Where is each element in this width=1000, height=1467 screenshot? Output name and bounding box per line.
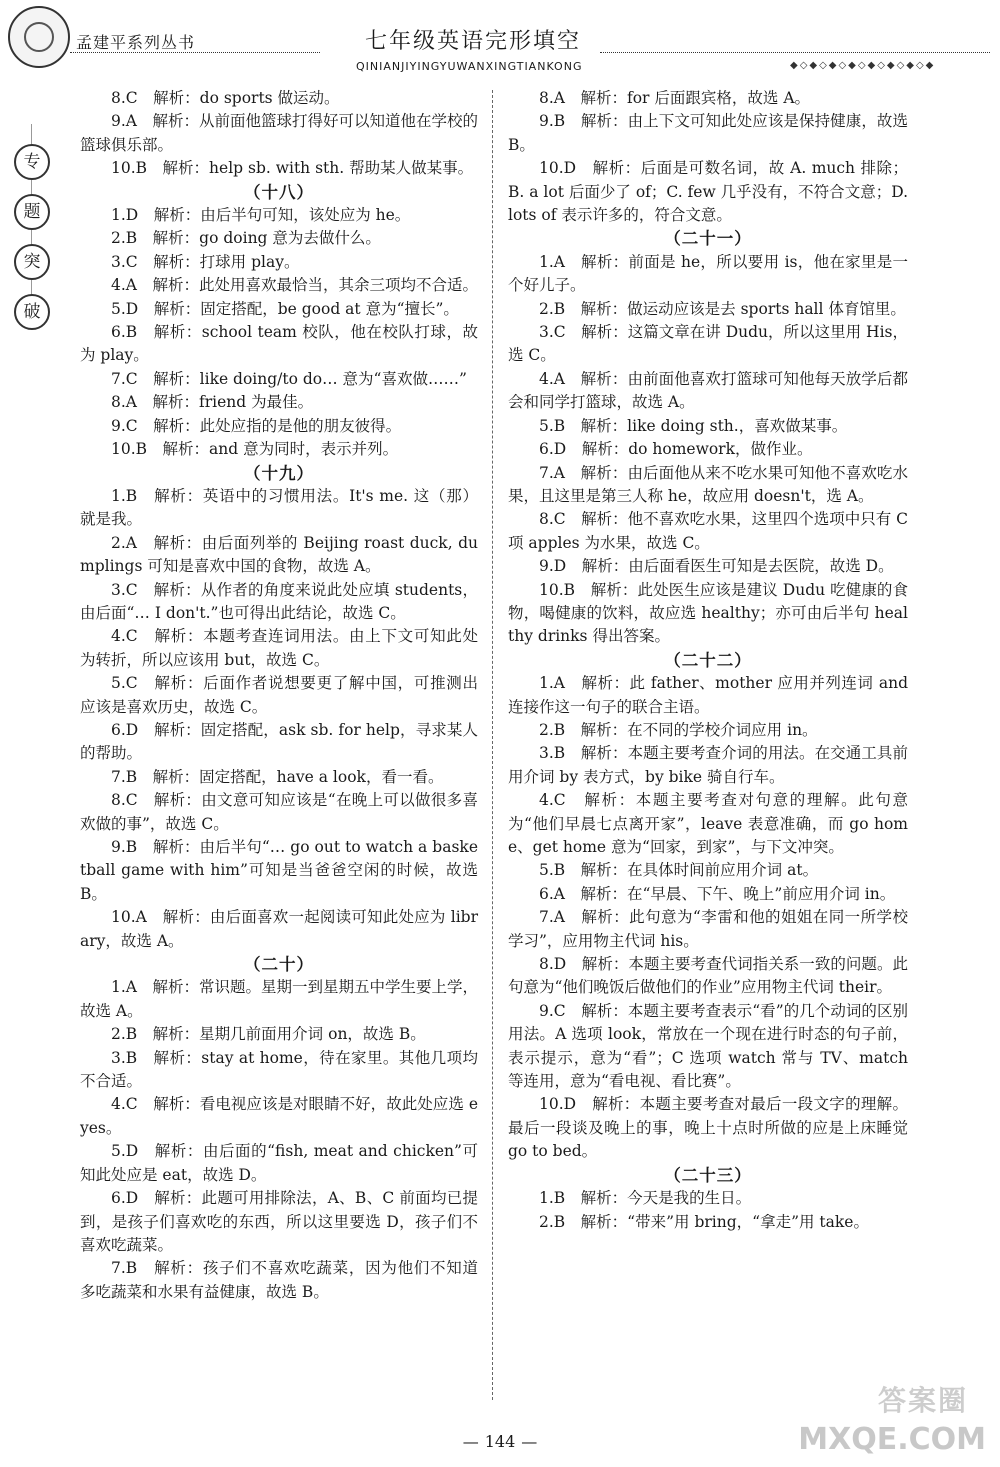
answer-item: 7.B 解析：孩子们不喜欢吃蔬菜，因为他们不知道多吃蔬菜和水果有益健康，故选 B。 (80, 1259, 478, 1301)
answer-item: 7.A 解析：由后面他从来不吃水果可知他不喜欢吃水果，且这里是第三人称 he，故应用 doesn't，选 A。 (508, 463, 908, 505)
answer-item: 8.D 解析：本题主要考查代词指关系一致的问题。此句意为“他们晚饭后做他们的作业”应用物主代词 their。 (508, 955, 908, 997)
answer-item: 3.B 解析：stay at home，待在家里。其他几项均不合适。 (80, 1048, 478, 1091)
answer-item: 5.D 解析：由后面的“fish, meat and chicken”可知此处应是 eat，故选 D。 (80, 1142, 478, 1184)
answer-item: 2.B 解析：在不同的学校介词应用 in。 (539, 720, 818, 739)
book-title: 七年级英语完形填空 (365, 29, 582, 54)
watermark-text: 答案圈 (877, 1384, 968, 1417)
section-heading: （二十） (244, 955, 314, 975)
answer-item: 5.D 解析：固定搭配，be good at 意为“擅长”。 (111, 299, 459, 318)
side-tab: 题 (14, 194, 50, 230)
answer-item: 1.B 解析：今天是我的生日。 (539, 1189, 752, 1208)
answer-item: 10.A 解析：由后面喜欢一起阅读可知此处应为 library，故选 A。 (80, 908, 478, 950)
answer-item: 4.C 解析：本题主要考查对句意的理解。此句意为“他们早晨七点离开家”，leave 表意准确，而 go home、get home 意为“回家，到家”，与下文冲突。 (508, 791, 908, 856)
answer-item: 2.B 解析：星期几前面用介词 on，故选 B。 (111, 1025, 426, 1044)
answer-item: 8.C 解析：他不喜欢吃水果，这里四个选项中只有 C 项 apples 为水果，故选 C。 (508, 510, 908, 552)
answer-item: 6.D 解析：固定搭配，ask sb. for help，寻求某人的帮助。 (80, 720, 478, 763)
answer-item: 4.A 解析：由前面他喜欢打篮球可知他每天放学后都会和同学打篮球，故选 A。 (508, 369, 908, 412)
page-number: — 144 — (0, 1432, 1000, 1451)
answer-item: 1.B 解析：英语中的习惯用法。It's me. 这（那）就是我。 (80, 486, 478, 529)
header-rule-right (600, 52, 990, 53)
right-column (508, 87, 908, 1234)
answer-item: 6.D 解析：do homework，做作业。 (539, 440, 813, 459)
answer-item: 5.B 解析：like doing sth.，喜欢做某事。 (539, 416, 848, 435)
answer-item: 9.B 解析：由后半句“… go out to watch a basketball game with him”可知是当爸爸空闲的时候，故选 B。 (80, 838, 478, 903)
answer-item: 9.C 解析：本题主要考查表示“看”的几个动词的区别用法。A 选项 look，常放在一个现在进行时态的句子前，表示提示，意为“看”；C 选项 watch 常与 TV、match 等连用，意为“看电视、看比赛”。 (508, 1001, 908, 1091)
left-column (80, 87, 478, 1304)
series-name: 孟建平系列丛书 (76, 33, 196, 52)
answer-item: 9.D 解析：由后面看医生可知是去医院，故选 D。 (539, 557, 894, 576)
answer-item: 2.B 解析：“带来”用 bring，“拿走”用 take。 (539, 1212, 869, 1231)
side-tab: 突 (14, 244, 50, 280)
section-heading: （二十二） (664, 650, 752, 670)
answer-item: 9.A 解析：从前面他篮球打得好可以知道他在学校的篮球俱乐部。 (80, 112, 478, 154)
section-heading: （十九） (244, 463, 314, 483)
section-heading: （二十三） (664, 1165, 752, 1185)
side-tab: 专 (14, 144, 50, 180)
answer-item: 10.B 解析：help sb. with sth. 帮助某人做某事。 (111, 159, 474, 178)
answer-item: 10.D 解析：本题主要考查对最后一段文字的理解。最后一段谈及晚上的事，晚上十点时所做的应是上床睡觉 go to bed。 (508, 1095, 908, 1161)
publisher-logo (8, 6, 70, 68)
answer-item: 9.B 解析：由上下文可知此处应该是保持健康，故选 B。 (508, 112, 908, 154)
page-header (0, 0, 1000, 80)
header-dots: ◆◇◆◇◆◇◆◇◆◇◆◇◆◇◆ (790, 60, 936, 71)
answer-item: 3.C 解析：从作者的角度来说此处应填 students，由后面“… I don't.”也可得出此结论，故选 C。 (80, 580, 478, 622)
answer-item: 5.C 解析：后面作者说想要更了解中国，可推测出应该是喜欢历史，故选 C。 (80, 674, 478, 716)
answer-item: 10.B 解析：此处医生应该是建议 Dudu 吃健康的食物，喝健康的饮料，故应选 healthy；亦可由后半句 healthy drinks 得出答案。 (508, 580, 908, 646)
answer-item: 8.C 解析：do sports 做运动。 (111, 89, 340, 107)
answer-item: 5.B 解析：在具体时间前应用介词 at。 (539, 861, 819, 880)
watermark-url: MXQE.COM (798, 1422, 986, 1457)
section-heading: （二十一） (664, 229, 752, 249)
answer-item: 3.C 解析：这篇文章在讲 Dudu，所以这里用 His，选 C。 (508, 323, 908, 365)
answer-item: 1.A 解析：此 father、mother 应用并列连词 and 连接作这一句子的联合主语。 (508, 674, 908, 716)
answer-item: 7.B 解析：固定搭配，have a look，看一看。 (111, 767, 444, 786)
section-heading: （十八） (244, 182, 314, 202)
answer-item: 6.D 解析：此题可用排除法，A、B、C 前面均已提到，是孩子们喜欢吃的东西，所以这里要选 D，孩子们不喜欢吃蔬菜。 (80, 1189, 478, 1254)
answer-item: 8.A 解析：for 后面跟宾格，故选 A。 (539, 89, 811, 107)
answer-item: 6.B 解析：school team 校队，他在校队打球，故为 play。 (80, 323, 478, 365)
answer-item: 4.A 解析：此处用喜欢最恰当，其余三项均不合适。 (111, 276, 478, 295)
header-rule-left (70, 52, 320, 53)
answer-item: 1.A 解析：常识题。星期一到星期五中学生要上学，故选 A。 (80, 978, 478, 1020)
answer-item: 3.B 解析：本题主要考查介词的用法。在交通工具前用介词 by 表方式，by bike 骑自行车。 (508, 744, 908, 786)
answer-item: 9.C 解析：此处应指的是他的朋友彼得。 (111, 416, 402, 435)
side-tab: 破 (14, 294, 50, 330)
answer-item: 2.B 解析：go doing 意为去做什么。 (111, 229, 381, 248)
answer-item: 6.A 解析：在“早晨、下午、晚上”前应用介词 in。 (539, 884, 896, 903)
column-divider (492, 90, 493, 1400)
answer-item: 4.C 解析：本题考查连词用法。由上下文可知此处为转折，所以应该用 but，故选 C。 (80, 627, 478, 669)
side-tabs (12, 144, 52, 344)
answer-item: 4.C 解析：看电视应该是对眼睛不好，故此处应选 eyes。 (80, 1095, 478, 1137)
answer-item: 2.B 解析：做运动应该是去 sports hall 体育馆里。 (539, 299, 906, 318)
answer-item: 10.D 解析：后面是可数名词，故 A. much 排除；B. a lot 后面少了 of；C. few 几乎没有，不符合文意；D. lots of 表示许多的，符合文意。 (508, 159, 908, 225)
answer-item: 7.C 解析：like doing/to do… 意为“喜欢做……” (111, 369, 467, 388)
answer-item: 3.C 解析：打球用 play。 (111, 252, 300, 271)
answer-item: 8.A 解析：friend 为最佳。 (111, 393, 314, 412)
answer-item: 10.B 解析：and 意为同时，表示并列。 (111, 440, 399, 459)
answer-item: 2.A 解析：由后面列举的 Beijing roast duck, dumplings 可知是喜欢中国的食物，故选 A。 (80, 533, 478, 576)
answer-item: 1.D 解析：由后半句可知，该处应为 he。 (111, 206, 411, 225)
answer-item: 1.A 解析：前面是 he，所以要用 is，他在家里是一个好儿子。 (508, 252, 908, 295)
book-subtitle: QINIANJIYINGYUWANXINGTIANKONG (356, 60, 583, 73)
answer-item: 8.C 解析：由文意可知应该是“在晚上可以做很多喜欢做的事”，故选 C。 (80, 791, 478, 833)
answer-item: 7.A 解析：此句意为“李雷和他的姐姐在同一所学校学习”，应用物主代词 his。 (508, 908, 908, 950)
